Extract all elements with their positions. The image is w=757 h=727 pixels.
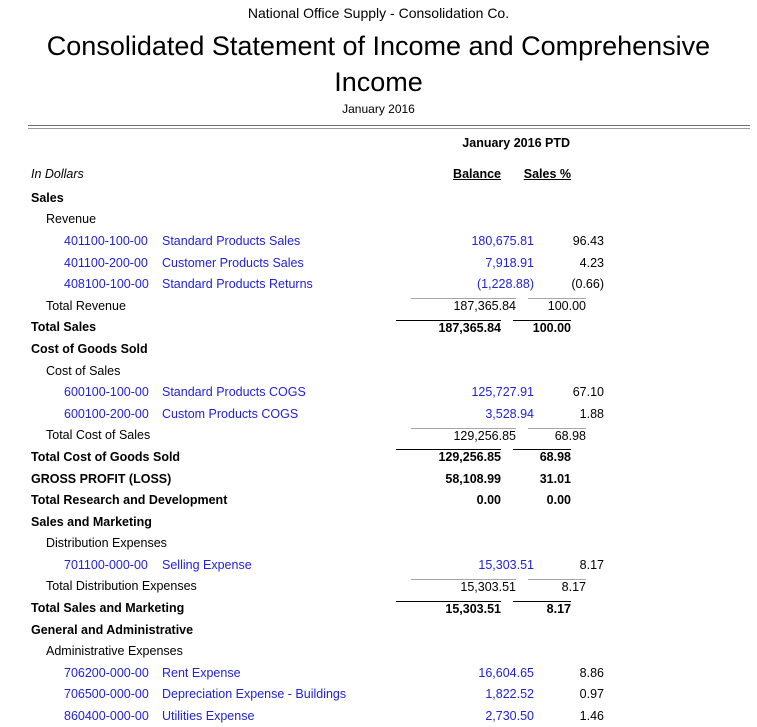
balance-value[interactable]: 125,727.91 bbox=[471, 385, 534, 400]
account-description-link[interactable]: Standard Products Returns bbox=[162, 277, 313, 292]
balance-value[interactable]: 180,675.81 bbox=[471, 233, 534, 248]
row-label: Cost of Goods Sold bbox=[31, 341, 148, 356]
row-label: Sales and Marketing bbox=[31, 514, 152, 529]
total-row bbox=[30, 597, 750, 619]
row-label: Cost of Sales bbox=[46, 363, 121, 378]
subtotal-row bbox=[30, 425, 750, 447]
report-body bbox=[30, 135, 750, 727]
sales-pct-value: (0.66) bbox=[571, 277, 604, 292]
row-label: Distribution Expenses bbox=[46, 536, 167, 551]
account-label bbox=[30, 709, 429, 723]
row-label: General and Administrative bbox=[31, 622, 194, 637]
account-code-link[interactable]: 401100-100-00 bbox=[64, 233, 148, 248]
balance-value: 129,256.85 bbox=[396, 449, 501, 464]
account-row bbox=[30, 662, 750, 684]
subsection-row bbox=[30, 533, 750, 555]
account-description-link[interactable]: Customer Products Sales bbox=[162, 255, 304, 270]
section-row bbox=[30, 619, 750, 641]
account-code-link[interactable]: 600100-100-00 bbox=[64, 385, 149, 400]
balance-value: 15,303.51 bbox=[411, 579, 516, 594]
account-label bbox=[30, 407, 429, 421]
sales-pct-value: 8.17 bbox=[528, 579, 586, 594]
row-label: Total Research and Development bbox=[31, 493, 228, 508]
balance-column-header: Balance bbox=[453, 167, 501, 181]
column-group-header: January 2016 PTD bbox=[462, 136, 570, 150]
balance-value: 129,256.85 bbox=[411, 428, 516, 443]
account-description-link[interactable]: Custom Products COGS bbox=[162, 406, 299, 421]
balance-value[interactable]: 1,822.52 bbox=[485, 687, 534, 702]
row-label: Total Sales bbox=[31, 320, 97, 335]
account-code-link[interactable]: 706500-000-00 bbox=[64, 687, 149, 702]
account-row bbox=[30, 705, 750, 727]
balance-value[interactable]: 3,528.94 bbox=[485, 406, 534, 421]
account-label bbox=[30, 277, 429, 291]
balance-value[interactable]: 15,303.51 bbox=[478, 557, 534, 572]
account-label bbox=[30, 256, 429, 270]
account-code-link[interactable]: 706200-000-00 bbox=[64, 665, 149, 680]
balance-value[interactable]: 2,730.50 bbox=[485, 709, 534, 724]
balance-value[interactable]: (1,228.88) bbox=[477, 277, 534, 292]
column-header-row bbox=[30, 165, 750, 183]
sales-pct-value: 100.00 bbox=[528, 298, 586, 313]
sales-pct-value: 1.46 bbox=[579, 709, 604, 724]
account-description-link[interactable]: Utilities Expense bbox=[162, 709, 255, 724]
sales-pct-value: 68.98 bbox=[513, 449, 571, 464]
subtotal-row bbox=[30, 576, 750, 598]
row-label: Administrative Expenses bbox=[46, 644, 183, 659]
sales-pct-value: 96.43 bbox=[572, 233, 604, 248]
account-description-link[interactable]: Rent Expense bbox=[162, 665, 241, 680]
row-label: Total Sales and Marketing bbox=[31, 601, 185, 616]
section-row bbox=[30, 187, 750, 209]
row-label: GROSS PROFIT (LOSS) bbox=[31, 471, 172, 486]
sales-pct-value: 1.88 bbox=[579, 406, 604, 421]
account-row bbox=[30, 273, 750, 295]
account-label bbox=[30, 687, 429, 701]
section-row bbox=[30, 511, 750, 533]
total-plain-row bbox=[30, 489, 750, 511]
account-code-link[interactable]: 701100-000-00 bbox=[64, 557, 148, 572]
sales-pct-value: 68.98 bbox=[528, 428, 586, 443]
report-title: Consolidated Statement of Income and Comprehensive Income bbox=[46, 31, 711, 97]
account-label bbox=[30, 558, 429, 572]
row-label: Total Cost of Goods Sold bbox=[31, 449, 181, 464]
sales-pct-value: 8.86 bbox=[579, 665, 604, 680]
sales-pct-value: 0.00 bbox=[546, 493, 571, 508]
account-row bbox=[30, 684, 750, 706]
report-period: January 2016 bbox=[342, 102, 415, 116]
row-label: Sales bbox=[31, 190, 64, 205]
balance-value[interactable]: 7,918.91 bbox=[485, 255, 534, 270]
section-row bbox=[30, 338, 750, 360]
account-row bbox=[30, 381, 750, 403]
account-label bbox=[30, 234, 429, 248]
balance-value: 187,365.84 bbox=[396, 320, 501, 335]
total-row bbox=[30, 446, 750, 468]
subtotal-row bbox=[30, 295, 750, 317]
account-label bbox=[30, 666, 429, 680]
report-rows bbox=[30, 187, 750, 727]
row-label: Revenue bbox=[46, 212, 97, 227]
account-description-link[interactable]: Selling Expense bbox=[162, 557, 252, 572]
account-code-link[interactable]: 401100-200-00 bbox=[64, 255, 148, 270]
account-description-link[interactable]: Standard Products COGS bbox=[162, 385, 306, 400]
row-label: Total Distribution Expenses bbox=[46, 579, 197, 594]
balance-value: 187,365.84 bbox=[411, 298, 516, 313]
sales-pct-value: 8.17 bbox=[579, 557, 604, 572]
subsection-row bbox=[30, 209, 750, 231]
sales-pct-column-header: Sales % bbox=[523, 167, 571, 181]
sales-pct-value: 31.01 bbox=[539, 471, 571, 486]
total-row bbox=[30, 317, 750, 339]
account-row bbox=[30, 230, 750, 252]
account-description-link[interactable]: Standard Products Sales bbox=[162, 233, 301, 248]
header-rule bbox=[28, 125, 750, 129]
account-code-link[interactable]: 860400-000-00 bbox=[64, 709, 149, 724]
account-row bbox=[30, 554, 750, 576]
account-row bbox=[30, 403, 750, 425]
subsection-row bbox=[30, 360, 750, 382]
account-code-link[interactable]: 408100-100-00 bbox=[64, 277, 149, 292]
row-label: Total Cost of Sales bbox=[46, 428, 151, 443]
sales-pct-value: 4.23 bbox=[579, 255, 604, 270]
sales-pct-value: 8.17 bbox=[513, 601, 571, 616]
sales-pct-value: 67.10 bbox=[572, 385, 604, 400]
balance-value: 58,108.99 bbox=[445, 471, 501, 486]
sales-pct-value: 0.97 bbox=[579, 687, 604, 702]
account-description-link[interactable]: Depreciation Expense - Buildings bbox=[162, 687, 347, 702]
account-row bbox=[30, 252, 750, 274]
account-code-link[interactable]: 600100-200-00 bbox=[64, 406, 149, 421]
company-name: National Office Supply - Consolidation Co. bbox=[247, 5, 510, 21]
sales-pct-value: 100.00 bbox=[513, 320, 571, 335]
subsection-row bbox=[30, 640, 750, 662]
balance-value: 15,303.51 bbox=[396, 601, 501, 616]
balance-value: 0.00 bbox=[476, 493, 501, 508]
account-label bbox=[30, 385, 429, 399]
total-plain-row bbox=[30, 468, 750, 490]
unit-label: In Dollars bbox=[31, 167, 84, 181]
row-label: Total Revenue bbox=[46, 298, 126, 313]
balance-value[interactable]: 16,604.65 bbox=[478, 665, 534, 680]
